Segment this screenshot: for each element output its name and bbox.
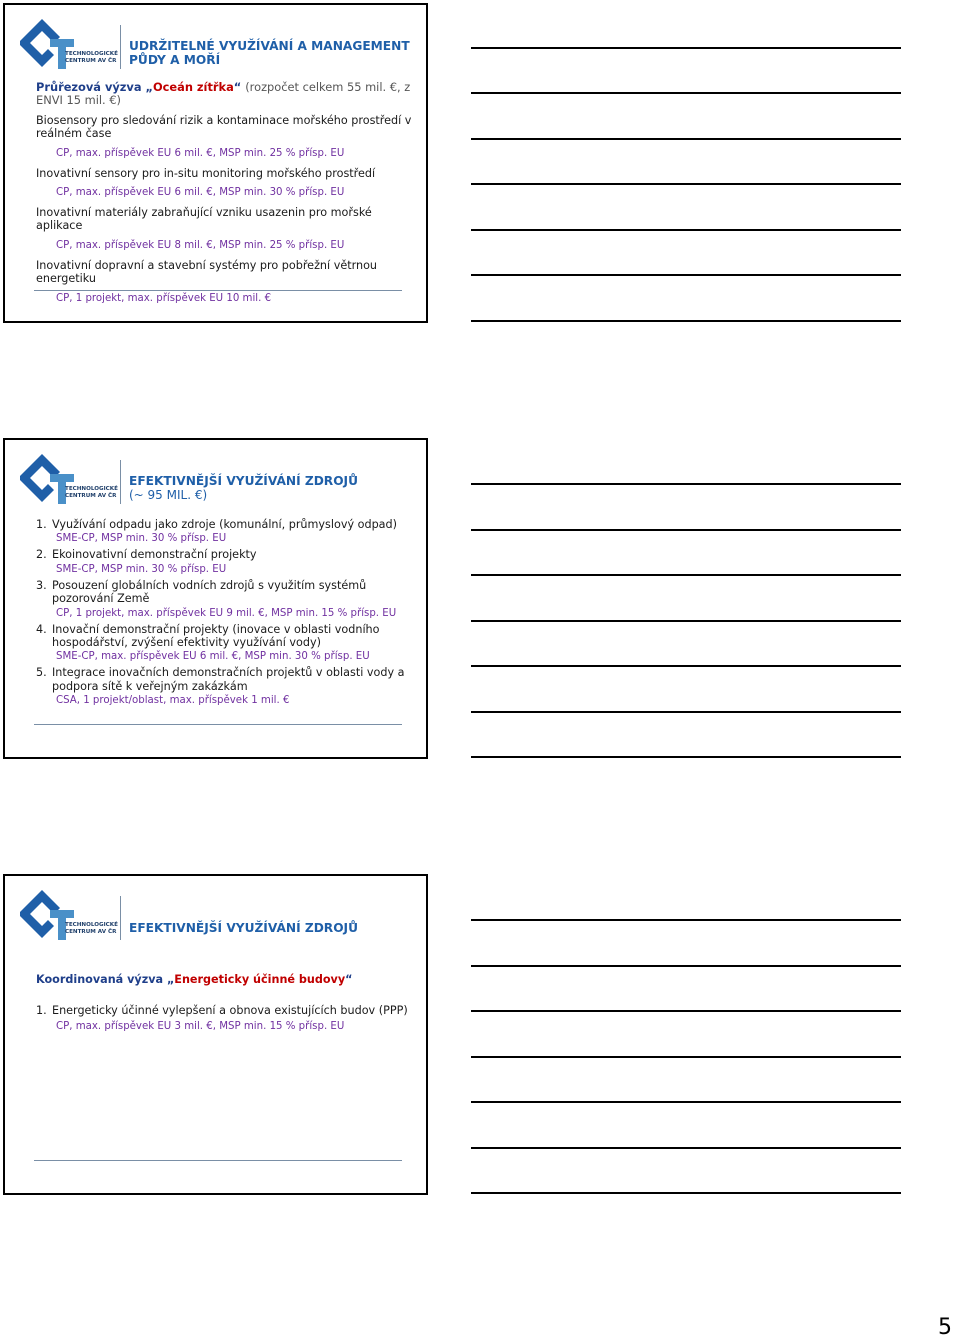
- note-line: [471, 574, 901, 576]
- slide-1: [3, 3, 428, 323]
- topic-detail: CP, max. příspěvek EU 8 mil. €, MSP min. 25 % přísp. EU: [56, 239, 345, 251]
- list-item: 2. Ekoinovativní demonstrační projekty SME-CP, MSP min. 30 % přísp. EU: [36, 548, 257, 575]
- tc-logo: [20, 888, 120, 944]
- note-line: [471, 1056, 901, 1058]
- topic-detail: CP, 1 projekt, max. příspěvek EU 10 mil. €: [56, 292, 272, 304]
- svg-text:CENTRUM AV ČR: CENTRUM AV ČR: [65, 493, 117, 499]
- note-line: [471, 47, 901, 49]
- topic-text: Biosensory pro sledování rizik a kontaminace mořského prostředí v reálném čase: [36, 113, 412, 141]
- slide-body: [36, 518, 416, 710]
- svg-text:TECHNOLOGICKÉ: TECHNOLOGICKÉ: [65, 922, 118, 928]
- note-line: [471, 92, 901, 94]
- footer-rule: [34, 724, 402, 725]
- note-line: [471, 711, 901, 713]
- tc-logo: [20, 452, 120, 508]
- note-line: [471, 274, 901, 276]
- note-line: [471, 756, 901, 758]
- svg-text:TECHNOLOGICKÉ: TECHNOLOGICKÉ: [65, 51, 118, 57]
- list-item: 4. Inovační demonstrační projekty (inovace v oblasti vodního hospodářství, zvýšení efektivity využívání vody) SME-CP, max. příspěvek EU 6 mil. €, MSP min. 30 % přísp. EU: [36, 622, 380, 663]
- page-number: 5: [938, 1315, 952, 1340]
- slide-title: EFEKTIVNĚJŠÍ VYUŽÍVÁNÍ ZDROJŮ: [129, 921, 358, 935]
- note-line: [471, 919, 901, 921]
- topic-detail: CP, max. příspěvek EU 6 mil. €, MSP min. 25 % přísp. EU: [56, 147, 345, 159]
- list-item: 5. Integrace inovačních demonstračních projektů v oblasti vody a podpora sítě k veřejným zakázkám CSA, 1 projekt/oblast, max. příspěvek 1 mil. €: [36, 666, 405, 707]
- call-heading: Koordinovaná výzva „Energeticky účinné budovy“: [36, 973, 353, 986]
- list-item: 3. Posouzení globálních vodních zdrojů s využitím systémů pozorování Země CP, 1 projekt, max. příspěvek EU 9 mil. €, MSP min. 15 % přísp. EU: [36, 578, 397, 619]
- topic-text: Inovativní dopravní a stavební systémy pro pobřežní větrnou energetiku: [36, 258, 378, 286]
- slide-subtitle: (~ 95 MIL. €): [129, 488, 208, 502]
- slide-body: [36, 973, 416, 1036]
- slide-2: [3, 438, 428, 759]
- header-divider: [120, 896, 121, 940]
- note-line: [471, 1192, 901, 1194]
- note-line: [471, 183, 901, 185]
- header-divider: [120, 460, 121, 504]
- tc-logo: [20, 17, 120, 73]
- svg-text:TECHNOLOGICKÉ: TECHNOLOGICKÉ: [65, 486, 118, 492]
- note-line: [471, 138, 901, 140]
- topic-text: Inovativní materiály zabraňující vzniku usazenin pro mořské aplikace: [36, 206, 372, 233]
- slide-title: UDRŽITELNÉ VYUŽÍVÁNÍ A MANAGEMENT PŮDY A MOŘÍ: [129, 39, 410, 67]
- footer-rule: [34, 1160, 402, 1161]
- topic-text: Inovativní sensory pro in-situ monitoring mořského prostředí: [36, 166, 376, 180]
- note-line: [471, 529, 901, 531]
- note-line: [471, 620, 901, 622]
- note-line: [471, 1010, 901, 1012]
- list-item: 1. Využívání odpadu jako zdroje (komunální, průmyslový odpad) SME-CP, MSP min. 30 % přísp. EU: [36, 518, 397, 545]
- note-line: [471, 1147, 901, 1149]
- note-line: [471, 665, 901, 667]
- note-line: [471, 483, 901, 485]
- slide-body: [36, 81, 416, 312]
- slide-3: [3, 874, 428, 1195]
- topic-detail: CP, max. příspěvek EU 6 mil. €, MSP min. 30 % přísp. EU: [56, 187, 345, 199]
- svg-text:CENTRUM AV ČR: CENTRUM AV ČR: [65, 929, 117, 935]
- svg-text:CENTRUM AV ČR: CENTRUM AV ČR: [65, 58, 117, 64]
- note-line: [471, 1101, 901, 1103]
- list-item: 1. Energeticky účinné vylepšení a obnova existujících budov (PPP) CP, max. příspěvek EU 3 mil. €, MSP min. 15 % přísp. EU: [36, 1004, 408, 1032]
- note-line: [471, 229, 901, 231]
- note-line: [471, 320, 901, 322]
- footer-rule: [34, 290, 402, 291]
- note-line: [471, 965, 901, 967]
- slide-title: EFEKTIVNĚJŠÍ VYUŽÍVÁNÍ ZDROJŮ: [129, 474, 358, 488]
- header-divider: [120, 25, 121, 69]
- call-heading: Průřezová výzva „Oceán zítřka“ (rozpočet celkem 55 mil. €, z ENVI 15 mil. €): [36, 80, 411, 108]
